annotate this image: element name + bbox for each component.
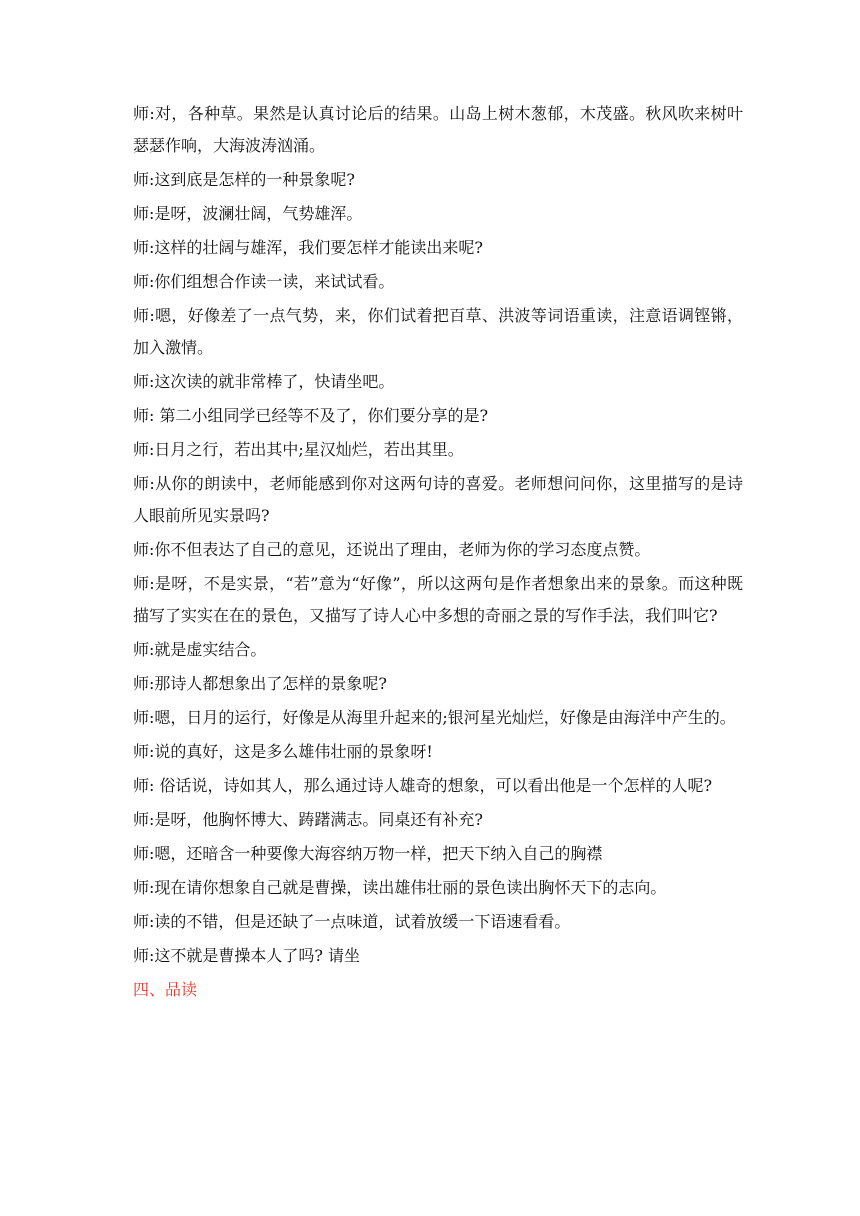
paragraph: 师:这次读的就非常棒了，快请坐吧。 bbox=[133, 372, 395, 391]
paragraph: 师:嗯，日月的运行，好像是从海里升起来的;银河星光灿烂，好像是由海洋中产生的。 bbox=[133, 708, 736, 727]
paragraph: 师: 俗话说，诗如其人，那么通过诗人雄奇的想象，可以看出他是一个怎样的人呢? bbox=[133, 776, 713, 795]
paragraph: 师:嗯，还暗含一种要像大海容纳万物一样，把天下纳入自己的胸襟 bbox=[133, 844, 603, 863]
paragraph: 师:嗯，好像差了一点气势，来，你们试着把百草、洪波等词语重读，注意语调铿锵，加入激情。 bbox=[133, 306, 743, 357]
paragraph: 师:从你的朗读中，老师能感到你对这两句诗的喜爱。老师想问问你，这里描写的是诗人眼前所见实景吗? bbox=[133, 474, 743, 525]
section-heading: 四、品读 bbox=[133, 980, 198, 999]
paragraph: 师:就是虚实结合。 bbox=[133, 640, 267, 659]
paragraph: 师:对，各种草。果然是认真讨论后的结果。山岛上树木葱郁，木茂盛。秋风吹来树叶瑟瑟作响，大海波涛汹涌。 bbox=[133, 104, 743, 155]
paragraph: 师:日月之行，若出其中;星汉灿烂，若出其里。 bbox=[133, 440, 464, 459]
paragraph: 师:现在请你想象自己就是曹操，读出雄伟壮丽的景色读出胸怀天下的志向。 bbox=[133, 878, 667, 897]
paragraph: 师:你不但表达了自己的意见，还说出了理由，老师为你的学习态度点赞。 bbox=[133, 540, 651, 559]
paragraph: 师:那诗人都想象出了怎样的景象呢? bbox=[133, 674, 387, 693]
paragraph: 师:是呀，他胸怀博大、踌躇满志。同桌还有补充? bbox=[133, 810, 483, 829]
document-page bbox=[133, 98, 743, 1006]
paragraph: 师:是呀，波澜壮阔，气势雄浑。 bbox=[133, 204, 363, 223]
paragraph: 师:这不就是曹操本人了吗? 请坐 bbox=[133, 946, 361, 965]
paragraph: 师:说的真好，这是多么雄伟壮丽的景象呀! bbox=[133, 742, 433, 761]
paragraph: 师: 第二小组同学已经等不及了，你们要分享的是? bbox=[133, 406, 489, 425]
paragraph: 师:这样的壮阔与雄浑，我们要怎样才能读出来呢? bbox=[133, 238, 483, 257]
paragraph: 师:读的不错，但是还缺了一点味道，试着放缓一下语速看看。 bbox=[133, 912, 571, 931]
paragraph: 师:你们组想合作读一读，来试试看。 bbox=[133, 272, 395, 291]
paragraph: 师:这到底是怎样的一种景象呢? bbox=[133, 170, 355, 189]
paragraph: 师:是呀，不是实景，“若”意为“好像”，所以这两句是作者想象出来的景象。而这种既描写了实实在在的景色，又描写了诗人心中多想的奇丽之景的写作手法，我们叫它? bbox=[133, 574, 743, 625]
